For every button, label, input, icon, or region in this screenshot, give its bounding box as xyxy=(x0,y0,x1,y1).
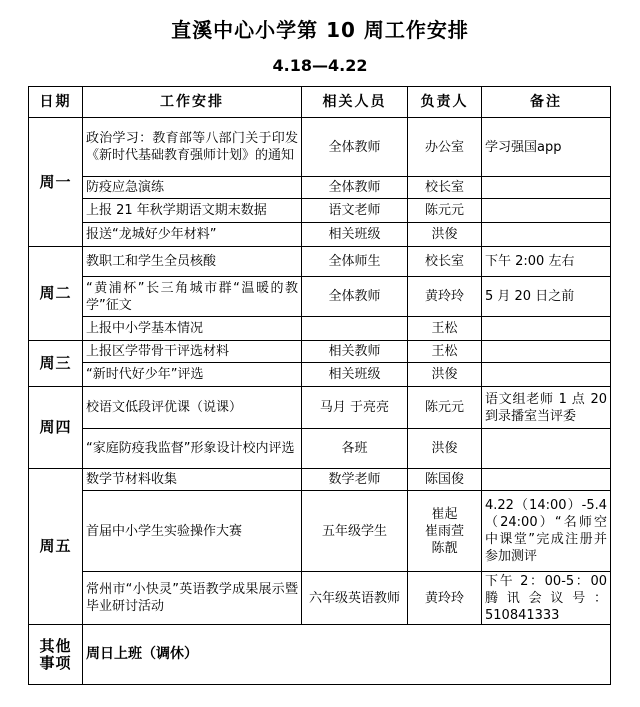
note-cell xyxy=(482,317,611,341)
people-cell: 相关班级 xyxy=(302,363,408,387)
task-cell: 上报中小学基本情况 xyxy=(83,317,302,341)
note-cell: 5 月 20 日之前 xyxy=(482,277,611,317)
table-row xyxy=(29,491,611,572)
task-cell: “家庭防疫我监督”形象设计校内评选 xyxy=(83,429,302,469)
task-cell: “黄浦杯”长三角城市群“温暖的教学”征文 xyxy=(83,277,302,317)
owner-cell: 崔起 崔雨萱 陈靓 xyxy=(408,491,482,572)
page-title: 直溪中心小学第 10 周工作安排 xyxy=(171,18,469,42)
task-cell: 常州市“小快灵”英语教学成果展示暨毕业研讨活动 xyxy=(83,572,302,625)
note-cell xyxy=(482,223,611,247)
owner-cell: 王松 xyxy=(408,341,482,363)
note-cell: 语文组老师 1 点 20 到录播室当评委 xyxy=(482,387,611,429)
people-cell: 各班 xyxy=(302,429,408,469)
task-cell: 校语文低段评优课（说课） xyxy=(83,387,302,429)
owner-cell: 王松 xyxy=(408,317,482,341)
people-cell: 全体教师 xyxy=(302,177,408,199)
owner-cell: 陈元元 xyxy=(408,387,482,429)
header-note: 备注 xyxy=(482,87,611,118)
day-label: 周五 xyxy=(29,469,83,625)
note-cell xyxy=(482,199,611,223)
table-row xyxy=(29,247,611,277)
note-cell xyxy=(482,469,611,491)
task-cell: “新时代好少年”评选 xyxy=(83,363,302,387)
people-cell: 六年级英语教师 xyxy=(302,572,408,625)
owner-cell: 陈元元 xyxy=(408,199,482,223)
note-cell xyxy=(482,177,611,199)
other-label: 其他事项 xyxy=(29,625,83,685)
owner-cell: 陈国俊 xyxy=(408,469,482,491)
table-row xyxy=(29,317,611,341)
people-cell: 五年级学生 xyxy=(302,491,408,572)
people-cell: 语文老师 xyxy=(302,199,408,223)
date-range: 4.18—4.22 xyxy=(272,56,368,75)
other-content: 周日上班（调休） xyxy=(83,625,611,685)
people-cell: 全体师生 xyxy=(302,247,408,277)
task-cell: 防疫应急演练 xyxy=(83,177,302,199)
note-cell: 学习强国app xyxy=(482,118,611,177)
people-cell: 马月 于亮亮 xyxy=(302,387,408,429)
people-cell: 全体教师 xyxy=(302,118,408,177)
header-date: 日期 xyxy=(29,87,83,118)
table-row xyxy=(29,118,611,177)
table-row xyxy=(29,429,611,469)
task-cell: 数学节材料收集 xyxy=(83,469,302,491)
people-cell: 数学老师 xyxy=(302,469,408,491)
note-cell: 4.22（14:00）-5.4（24:00）“名师空中课堂”完成注册并参加测评 xyxy=(482,491,611,572)
day-label: 周一 xyxy=(29,118,83,247)
task-cell: 政治学习：教育部等八部门关于印发《新时代基础教育强师计划》的通知 xyxy=(83,118,302,177)
task-cell: 上报 21 年秋学期语文期末数据 xyxy=(83,199,302,223)
other-row xyxy=(29,625,611,685)
task-cell: 教职工和学生全员核酸 xyxy=(83,247,302,277)
owner-cell: 校长室 xyxy=(408,247,482,277)
owner-cell: 黄玲玲 xyxy=(408,572,482,625)
owner-cell: 校长室 xyxy=(408,177,482,199)
table-row xyxy=(29,177,611,199)
owner-cell: 洪俊 xyxy=(408,429,482,469)
day-label: 周二 xyxy=(29,247,83,341)
header-people: 相关人员 xyxy=(302,87,408,118)
people-cell xyxy=(302,317,408,341)
note-cell xyxy=(482,363,611,387)
task-cell: 上报区学带骨干评选材料 xyxy=(83,341,302,363)
owner-cell: 洪俊 xyxy=(408,363,482,387)
table-row xyxy=(29,363,611,387)
note-cell: 下午 2：00-5：00 腾讯会议号：510841333 xyxy=(482,572,611,625)
table-row xyxy=(29,387,611,429)
people-cell: 全体教师 xyxy=(302,277,408,317)
people-cell: 相关教师 xyxy=(302,341,408,363)
day-label: 周四 xyxy=(29,387,83,469)
note-cell xyxy=(482,429,611,469)
task-cell: 报送“龙城好少年材料” xyxy=(83,223,302,247)
table-row xyxy=(29,469,611,491)
note-cell: 下午 2:00 左右 xyxy=(482,247,611,277)
table-row xyxy=(29,341,611,363)
task-cell: 首届中小学生实验操作大赛 xyxy=(83,491,302,572)
table-row xyxy=(29,572,611,625)
header-task: 工作安排 xyxy=(83,87,302,118)
table-row xyxy=(29,223,611,247)
note-cell xyxy=(482,341,611,363)
people-cell: 相关班级 xyxy=(302,223,408,247)
table-row xyxy=(29,277,611,317)
header-owner: 负责人 xyxy=(408,87,482,118)
schedule-table xyxy=(28,86,611,685)
owner-cell: 办公室 xyxy=(408,118,482,177)
owner-cell: 洪俊 xyxy=(408,223,482,247)
day-label: 周三 xyxy=(29,341,83,387)
table-row xyxy=(29,199,611,223)
owner-cell: 黄玲玲 xyxy=(408,277,482,317)
header-row xyxy=(29,87,611,118)
